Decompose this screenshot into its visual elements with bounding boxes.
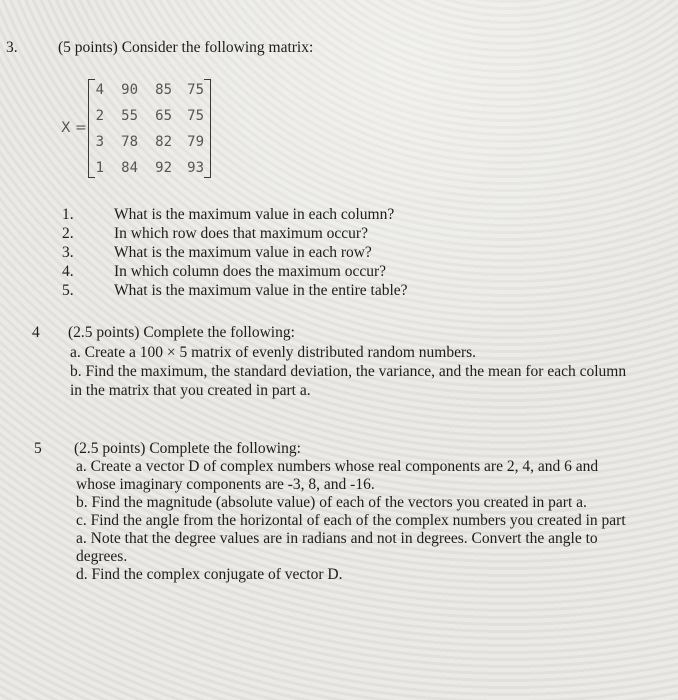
matrix-cell: 82 <box>155 134 172 150</box>
question-item <box>62 281 408 300</box>
problem-4-number: 4 <box>32 324 40 341</box>
question-text: What is the maximum value in the entire table? <box>114 282 408 299</box>
problem-5-part-a: a. Create a vector D of complex numbers whose real components are 2, 4, and 6 and <box>76 458 599 475</box>
matrix-cell: 79 <box>187 134 204 150</box>
problem-3-number: 3. <box>6 39 18 56</box>
matrix-row <box>90 80 204 106</box>
question-item <box>62 243 408 262</box>
question-text: What is the maximum value in each row? <box>114 244 372 261</box>
question-item <box>62 262 408 281</box>
matrix-cell: 78 <box>121 134 138 150</box>
matrix-body <box>90 80 204 180</box>
problem-5-part-a-cont: whose imaginary components are -3, 8, and -16. <box>76 476 375 493</box>
question-text: In which row does that maximum occur? <box>114 225 368 242</box>
matrix-cell: 75 <box>187 108 204 124</box>
matrix-cell: 93 <box>187 160 204 176</box>
question-number: 1. <box>62 206 74 223</box>
problem-5-part-c-cont2: degrees. <box>76 548 128 565</box>
problem-4-part-b-cont: in the matrix that you created in part a. <box>70 382 311 399</box>
problem-4-part-b: b. Find the maximum, the standard deviation, the variance, and the mean for each column <box>70 363 627 380</box>
matrix-right-bracket <box>204 79 211 178</box>
matrix-cell: 90 <box>121 82 138 98</box>
matrix-cell: 55 <box>121 108 138 124</box>
problem-5-part-b: b. Find the magnitude (absolute value) of each of the vectors you created in part a. <box>76 494 587 511</box>
problem-5-part-c-cont: a. Note that the degree values are in radians and not in degrees. Convert the angle to <box>76 530 598 547</box>
problem-3-questions <box>62 205 408 300</box>
matrix-cell: 84 <box>121 160 138 176</box>
problem-5-part-d: d. Find the complex conjugate of vector D. <box>76 566 343 583</box>
matrix-cell: 1 <box>95 160 104 176</box>
question-number: 2. <box>62 225 74 242</box>
question-text: What is the maximum value in each column? <box>114 206 395 223</box>
problem-5-number: 5 <box>34 440 42 457</box>
problem-3-prompt: (5 points) Consider the following matrix: <box>58 39 314 56</box>
matrix-cell: 4 <box>95 82 104 98</box>
matrix-cell: 75 <box>187 82 204 98</box>
matrix-cell: 92 <box>155 160 172 176</box>
problem-5-heading: (2.5 points) Complete the following: <box>74 440 301 457</box>
problem-4-heading: (2.5 points) Complete the following: <box>68 324 295 341</box>
matrix-row <box>90 132 204 158</box>
matrix-cell: 85 <box>155 82 172 98</box>
matrix-row <box>90 158 204 180</box>
matrix-cell: 3 <box>95 134 104 150</box>
problem-4-part-a: a. Create a 100 × 5 matrix of evenly distributed random numbers. <box>70 344 477 361</box>
question-number: 4. <box>62 263 74 280</box>
matrix-cell: 2 <box>95 108 104 124</box>
question-number: 3. <box>62 244 74 261</box>
question-item <box>62 224 408 243</box>
matrix-row <box>90 106 204 132</box>
problem-5-part-c: c. Find the angle from the horizontal of each of the complex numbers you created in part <box>76 512 626 529</box>
matrix-cell: 65 <box>155 108 172 124</box>
question-number: 5. <box>62 282 74 299</box>
question-text: In which column does the maximum occur? <box>114 263 387 280</box>
question-item <box>62 205 408 224</box>
matrix-label: X = <box>61 120 87 136</box>
